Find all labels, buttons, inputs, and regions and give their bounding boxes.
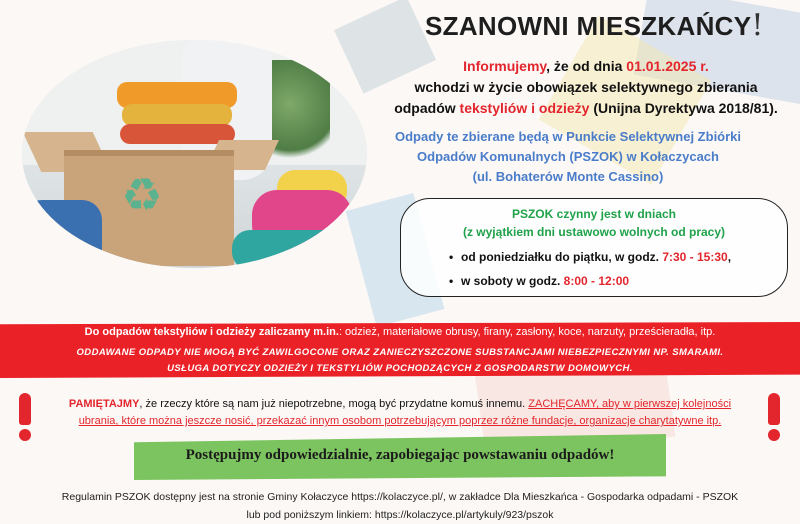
opening-hours-list <box>449 245 731 293</box>
remember-notice: PAMIĘTAJMY, że rzeczy które są nam już niepotrzebne, mogą być przydatne komuś innemu. ZACHĘCAMY, aby w pierwszej kolejności ubrania, które można jeszcze nosić, przekazać innym osobom potrzebującym poprzez różne fundacje, organizacje charytatywne itp. <box>68 398 732 427</box>
clothing-box-photo <box>22 40 367 268</box>
page-title: SZANOWNI MIESZKAŃCY! <box>425 8 764 43</box>
footer-regulations: Regulamin PSZOK dostępny jest na stronie Gminy Kołaczyce https://kolaczyce.pl/, w zakładce Dla Mieszkańca - Gospodarka odpadami - PSZOK lub pod poniższym linkiem: https://kolaczyce.pl/artykuly/923/pszok <box>61 491 739 521</box>
inform-label: Informujemy <box>463 58 547 74</box>
list-item: • w soboty w godz. 8:00 - 12:00 <box>449 269 731 293</box>
recycle-icon: ♻ <box>121 168 163 222</box>
opening-hours-heading: PSZOK czynny jest w dniach (z wyjątkiem dni ustawowo wolnych od pracy) <box>462 207 726 239</box>
slogan-text: Postępujmy odpowiedzialnie, zapobiegając powstawaniu odpadów! <box>185 447 615 463</box>
effective-date: 01.01.2025 r. <box>626 58 709 74</box>
collection-location: Odpady te zbierane będą w Punkcie Selektywnej Zbiórki Odpadów Komunalnych (PSZOK) w Kołaczycach (ul. Bohaterów Monte Cassino) <box>394 129 742 184</box>
intro-announcement: Informujemy, że od dnia 01.01.2025 r. wchodzi w życie obowiązek selektywnego zbierania odpadów tekstyliów i odzieży (Unijna Dyrektywa 2018/81). <box>394 58 778 116</box>
textile-items-info: Do odpadów tekstyliów i odzieży zaliczamy m.in.: odzież, materiałowe obrusy, firany, zasłony, koce, narzuty, prześcieradła, itp. <box>84 326 716 338</box>
opening-hours-box <box>400 198 788 297</box>
exclamation-icon <box>764 393 784 441</box>
list-item: • od poniedziałku do piątku, w godz. 7:30 - 15:30, <box>449 245 731 269</box>
textile-conditions: ODDAWANE ODPADY NIE MOGĄ BYĆ ZAWILGOCONE ORAZ ZANIECZYSZCZONE SUBSTANCJAMI NIEBEZPIECZNYMI NP. SMARAMI. USŁUGA DOTYCZY ODZIEŻY I TEKSTYLIÓW POCHODZĄCYCH Z GOSPODARSTW DOMOWYCH. <box>76 347 724 374</box>
exclamation-icon <box>15 393 35 441</box>
exclamation-icon: ! <box>751 8 764 43</box>
